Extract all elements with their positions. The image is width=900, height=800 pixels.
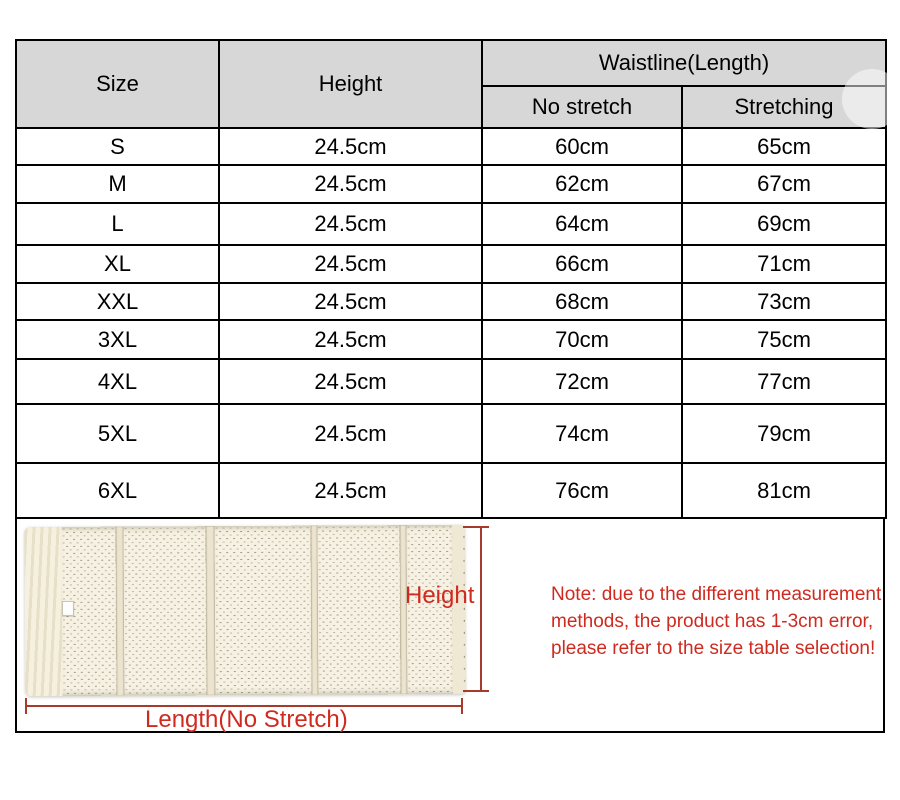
belt-closure-ribs [25, 527, 63, 696]
cell-height: 24.5cm [219, 359, 482, 404]
table-row [16, 359, 886, 404]
cell-no-stretch: 70cm [482, 320, 682, 359]
cell-height: 24.5cm [219, 165, 482, 203]
cell-stretching: 69cm [682, 203, 886, 245]
cell-no-stretch: 62cm [482, 165, 682, 203]
cell-stretching: 77cm [682, 359, 886, 404]
belt-mesh-panel [215, 526, 312, 696]
table-row [16, 404, 886, 463]
length-dimension-tick-left [25, 698, 27, 714]
cell-size: S [16, 128, 219, 165]
cell-height: 24.5cm [219, 320, 482, 359]
table-row [16, 203, 886, 245]
cell-size: 5XL [16, 404, 219, 463]
cell-stretching: 79cm [682, 404, 886, 463]
cell-stretching: 81cm [682, 463, 886, 518]
cell-height: 24.5cm [219, 128, 482, 165]
measurement-note [551, 581, 887, 662]
table-row [16, 165, 886, 203]
length-dimension-tick-right [461, 698, 463, 714]
cell-height: 24.5cm [219, 245, 482, 283]
col-header-waistline: Waistline(Length) [482, 40, 886, 86]
size-table [15, 39, 887, 519]
table-row [16, 128, 886, 165]
cell-height: 24.5cm [219, 203, 482, 245]
cell-stretching: 75cm [682, 320, 886, 359]
cell-stretching: 65cm [682, 128, 886, 165]
size-table-body [16, 128, 886, 518]
note-line: please refer to the size table selection! [551, 638, 876, 659]
cell-size: XXL [16, 283, 219, 320]
cell-no-stretch: 72cm [482, 359, 682, 404]
col-header-no-stretch: No stretch [482, 86, 682, 128]
height-label: Height [405, 582, 475, 609]
height-dimension-line [480, 526, 482, 692]
cell-no-stretch: 64cm [482, 203, 682, 245]
cell-height: 24.5cm [219, 404, 482, 463]
size-table-header [16, 40, 886, 128]
cell-no-stretch: 68cm [482, 283, 682, 320]
cell-size: 3XL [16, 320, 219, 359]
cell-no-stretch: 60cm [482, 128, 682, 165]
note-line: Note: due to the different measurement [551, 584, 882, 605]
belt-eyelet-edge [452, 525, 466, 694]
product-figure [15, 517, 885, 733]
table-row [16, 245, 886, 283]
cell-size: 6XL [16, 463, 219, 518]
waist-belt-photo [25, 525, 466, 696]
cell-stretching: 67cm [682, 165, 886, 203]
cell-no-stretch: 76cm [482, 463, 682, 518]
table-row [16, 320, 886, 359]
cell-height: 24.5cm [219, 283, 482, 320]
brand-tag [62, 601, 74, 616]
col-header-stretching: Stretching [682, 86, 886, 128]
table-row [16, 463, 886, 518]
table-row [16, 283, 886, 320]
height-dimension-tick-top [463, 526, 489, 528]
belt-mesh-panel [407, 525, 453, 694]
height-dimension-tick-bottom [463, 690, 489, 692]
note-line: methods, the product has 1-3cm error, [551, 611, 874, 632]
cell-size: M [16, 165, 219, 203]
cell-stretching: 73cm [682, 283, 886, 320]
belt-mesh-panel [124, 526, 207, 695]
cell-stretching: 71cm [682, 245, 886, 283]
col-header-size: Size [16, 40, 219, 128]
cell-size: 4XL [16, 359, 219, 404]
cell-no-stretch: 66cm [482, 245, 682, 283]
cell-no-stretch: 74cm [482, 404, 682, 463]
header-row-top [16, 40, 886, 86]
belt-mesh-panel [318, 525, 401, 694]
cell-size: L [16, 203, 219, 245]
cell-height: 24.5cm [219, 463, 482, 518]
length-label: Length(No Stretch) [145, 706, 348, 733]
cell-size: XL [16, 245, 219, 283]
col-header-height: Height [219, 40, 482, 128]
